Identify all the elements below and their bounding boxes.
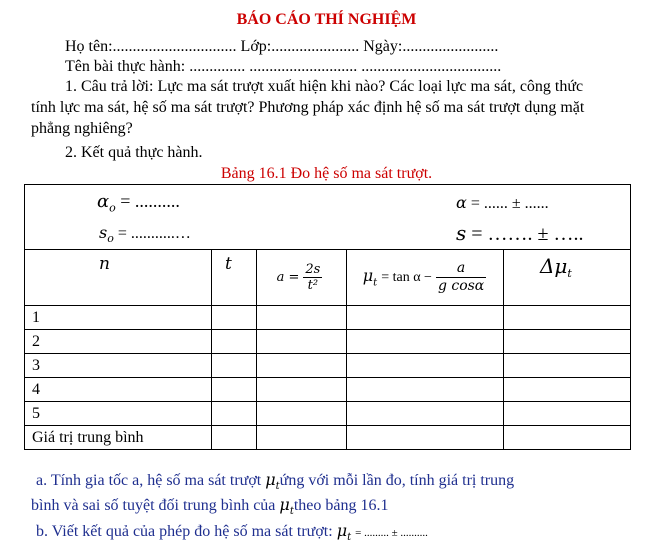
row-label: Giá trị trung bình bbox=[25, 426, 212, 450]
s-param: s = ……. ± ….. bbox=[456, 221, 584, 245]
task-a-line-2: bình và sai số tuyệt đối trung bình của $\mu_ttheo$ bảng 16.1 bbox=[31, 495, 389, 518]
table-row-average bbox=[25, 426, 631, 450]
col-dmu-header: $\Delta\mu_t$ bbox=[503, 250, 630, 306]
lab-title-label: Tên bài thực hành: bbox=[65, 58, 186, 75]
class-dots[interactable]: ...................... bbox=[271, 38, 360, 55]
col-n-header: n bbox=[25, 250, 212, 306]
task-b-blank[interactable]: = ......... ± .......... bbox=[355, 527, 428, 539]
lab-title-dots[interactable]: .............. ........................... ................................... bbox=[189, 58, 502, 75]
table-row bbox=[25, 330, 631, 354]
name-line bbox=[65, 37, 498, 57]
row-label: 3 bbox=[25, 354, 212, 378]
task-b-line: b. Viết kết quả của phép đo hệ số ma sát trượt: $\mu_t$ = ......... ± .......... bbox=[36, 521, 428, 544]
name-dots[interactable]: ............................... bbox=[112, 38, 237, 55]
row-label: 1 bbox=[25, 306, 212, 330]
row-label: 2 bbox=[25, 330, 212, 354]
class-label: Lớp: bbox=[240, 38, 272, 55]
table-row bbox=[25, 354, 631, 378]
alpha-param: α = ...... ± ...... bbox=[456, 193, 549, 212]
table-row bbox=[25, 306, 631, 330]
alpha0-param: $\alpha_o$ = .......... bbox=[97, 191, 180, 215]
row-label: 4 bbox=[25, 378, 212, 402]
params-cell bbox=[25, 185, 631, 250]
question-1-text: 1. Câu trả lời: Lực ma sát trượt xuất hiện khi nào? Các loại lực ma sát, công thức tính lực ma sát, hệ số ma sát trượt? Phương pháp xác định hệ số ma sát trượt dụng mặt phẳng nghiêng? bbox=[31, 78, 585, 137]
row-label: 5 bbox=[25, 402, 212, 426]
lab-title-line bbox=[65, 57, 501, 77]
report-title: BÁO CÁO THÍ NGHIỆM bbox=[236, 11, 417, 28]
table-row bbox=[25, 378, 631, 402]
question-1 bbox=[31, 76, 606, 139]
date-dots[interactable]: ........................ bbox=[402, 38, 499, 55]
col-a-header: a = $\frac{2s}{\text{t²}}$ bbox=[256, 250, 346, 306]
s0-param: $s_o$ = ...........… bbox=[99, 223, 191, 246]
results-table bbox=[24, 184, 631, 450]
name-label: Họ tên: bbox=[65, 38, 113, 55]
col-t-header: t bbox=[212, 250, 257, 306]
date-label: Ngày: bbox=[363, 38, 403, 55]
table-caption: Bảng 16.1 Đo hệ số ma sát trượt. bbox=[220, 165, 433, 182]
col-mu-header: $\mu_t = \tan \alpha$ − $\frac{a}{\text{g cosα}}$ bbox=[346, 250, 503, 306]
table-row bbox=[25, 402, 631, 426]
task-a-line-1: a. Tính gia tốc a, hệ số ma sát trượt $\mu_tứng$ với mỗi lần đo, tính giá trị trung bbox=[36, 470, 515, 493]
section-2-heading: 2. Kết quả thực hành. bbox=[65, 144, 203, 161]
